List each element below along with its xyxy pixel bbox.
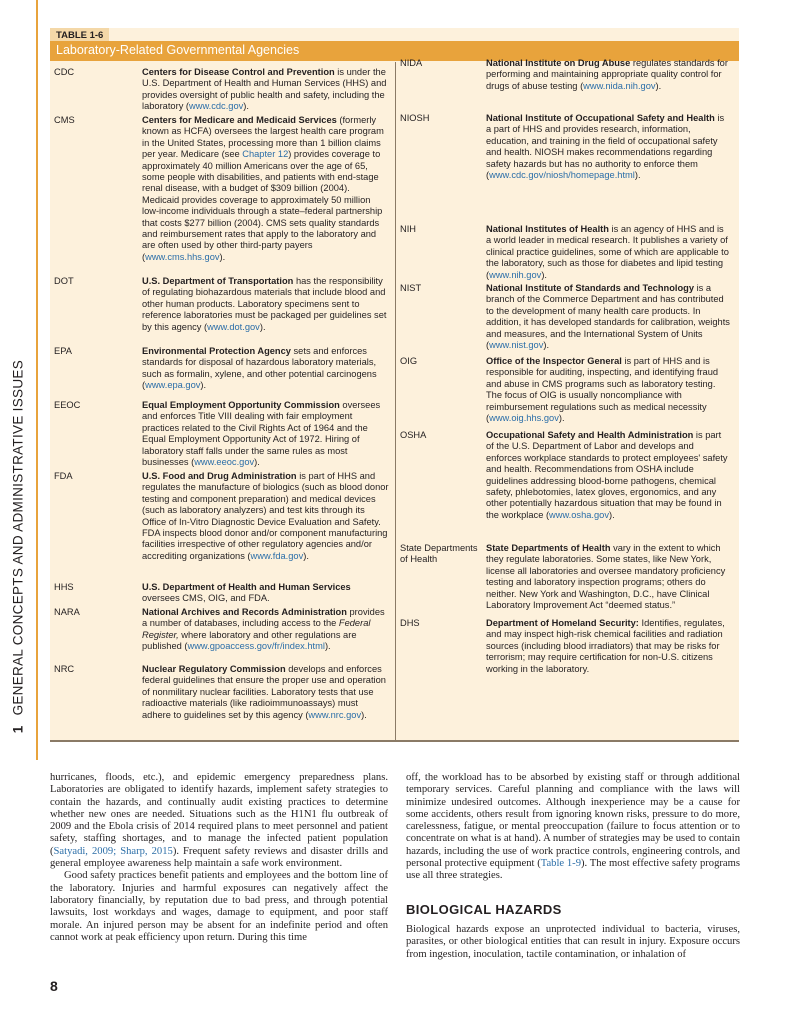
agency-text: (formerly known as HCFA) oversees the largest health care program in the United States, processing more than 1 billion claims per year. Medicare (see: [142, 115, 384, 160]
agency-text: is part of the U.S. Department of Labor and develops and enforces workplace standards to protect employees' safety and health. Recommendations from OSHA include guidelines addressing blood-borne pathogens, chemical safety, phlebotomies, latex gloves, ergonomics, and any other potentially hazardous situation that may be found in the workplace (: [486, 430, 728, 520]
agency-name: Centers for Disease Control and Prevention: [142, 67, 335, 77]
agency-text: regulates standards for performing and maintaining appropriate quality control for drugs of abuse testing (: [486, 58, 728, 91]
agency-text: ).: [243, 101, 249, 112]
agency-abbreviation: CDC: [54, 67, 75, 77]
agency-name: National Institutes of Health: [486, 224, 609, 234]
agency-abbreviation: NRC: [54, 664, 75, 674]
agency-name: Environmental Protection Agency: [142, 346, 291, 356]
agency-text: vary in the extent to which they regulate laboratories. Some states, like New York, license all laboratories and oversee mandatory proficiency testing and laboratory inspection programs; others do neither. New York and Washington, D.C., have Clinical Laboratory Improvement Act “deemed status.”: [486, 543, 726, 611]
agency-description: [486, 356, 731, 424]
agency-abbreviation: DOT: [54, 276, 74, 286]
column-divider: [395, 62, 396, 740]
agency-name: Occupational Safety and Health Administration: [486, 430, 694, 440]
agency-text: ) provides coverage to approximately 40 million Americans over the age of 65, some people with disabilities, and patients with end-stage renal disease, with a budget of $309 billion (2004). Medicaid provides coverage to approximately 50 million low-income individuals through a state–federal partnership that costs $277 billion (2004). CMS sets quality standards and reimbursement rates that apply to the laboratory and are often used by other third-party payers (: [142, 149, 383, 262]
agency-text: ).: [634, 170, 641, 181]
agency-abbreviation: State Departments of Health: [400, 543, 478, 565]
agency-text: provides a number of databases, including access to the: [142, 607, 385, 629]
paragraph: off, the workload has to be absorbed by existing staff or through additional temporary services. Careful planning and compliance with the laws will minimize undesired outcomes. Although inexperience may be a cause for some accidents, others result from ignoring known risks, pressure to do more, carelessness, fatigue, or mental preoccupation (failure to focus attention or to concentrate on what is at hand). A number of strategies may be used to contain hazards, including the use of work practice controls, engineering controls, and personal protective equipment (Table 1-9). The most effective safety programs use all three strategies.: [406, 772, 740, 882]
chapter-label: [4, 360, 34, 734]
agency-link[interactable]: www.fda.gov: [250, 550, 304, 561]
agency-text: Identifies, regulates, and may inspect high-risk chemical facilities and radiation sources (including blood irradiators) that may be risks for terrorism; may require certification for non-U.S. citizens working in the laboratory.: [486, 618, 725, 674]
agency-abbreviation: NARA: [54, 607, 80, 617]
agency-name: Department of Homeland Security:: [486, 618, 639, 628]
agency-link[interactable]: www.cdc.gov/niosh/homepage.html: [489, 170, 635, 181]
agency-description: [142, 400, 389, 468]
agency-name: National Institute on Drug Abuse: [486, 58, 631, 68]
citation-link[interactable]: Satyadi, 2009; Sharp, 2015: [53, 845, 173, 857]
agency-link[interactable]: www.osha.gov: [549, 509, 609, 520]
agency-text: oversees and enforces Title VIII dealing with fair employment practices related to the Civil Rights Act of 1964 and the Equal Employment Opportunity Act of 1972. Hiring of laboratory staff falls under the same rules as most businesses (: [142, 400, 381, 468]
agency-abbreviation: NIDA: [400, 58, 423, 68]
agency-text: ).: [303, 550, 309, 561]
agency-link[interactable]: www.nist.gov: [489, 340, 544, 351]
agency-text: ).: [543, 340, 550, 351]
agency-text: is a branch of the Commerce Department and has contributed to the development of many health care products. In addition, it has developed standards for calibration, weights and measures, and the International System of Units (: [486, 283, 730, 351]
agency-abbreviation: NIOSH: [400, 113, 430, 123]
agency-text: ).: [361, 709, 367, 720]
agency-text: has the responsibility of regulating biohazardous materials that include blood and other human products. Laboratory specimens sent to reference laboratories must be packaged per guidelines set by this agency (: [142, 276, 387, 332]
agency-abbreviation: NIH: [400, 224, 417, 234]
agency-link[interactable]: www.cdc.gov: [189, 101, 244, 112]
agency-description: [486, 283, 731, 351]
table-reference-link[interactable]: Table 1-9: [540, 858, 581, 870]
agency-description: [142, 276, 389, 333]
agency-text: is under the U.S. Department of Health and Human Services (HHS) and provides oversight of public health and safety, including the laboratory (: [142, 67, 387, 112]
agency-abbreviation: OSHA: [400, 430, 427, 440]
chapter-sidebar: [0, 0, 38, 760]
agency-link[interactable]: www.nih.gov: [489, 269, 542, 280]
agency-link[interactable]: www.dot.gov: [207, 321, 260, 332]
paragraph: hurricanes, floods, etc.), and epidemic emergency preparedness plans. Laboratories are obligated to identify hazards, implement safety strategies to contain the hazards, and continually audit existing practices to determine whether new ones are needed. Situations such as the H1N1 flu outbreak of 2009 and the Ebola crisis of 2014 required plans to meet personnel and patient safety, staffing shortages, and to manage the infected patient population (Satyadi, 2009; Sharp, 2015). Frequent safety reviews and disaster drills and general employee awareness help maintain a safe work environment.: [50, 772, 388, 870]
agency-text: ).: [655, 80, 662, 91]
sidebar-accent-bar: [36, 0, 38, 760]
agency-description: [142, 582, 389, 605]
page-number: 8: [50, 978, 58, 994]
agency-description: [486, 224, 731, 281]
agency-link[interactable]: www.eeoc.gov: [194, 457, 255, 468]
agency-description: [142, 664, 389, 721]
agency-text: is a part of HHS and provides research, information, education, and training in the field of occupational safety and health. NIOSH makes recommendations regarding safety hazards but has no authority to enforce them (: [486, 113, 725, 181]
agency-text: sets and enforces standards for disposal of hazardous laboratory materials, such as formalin, xylene, and other potential carcinogens (: [142, 346, 377, 391]
table-tag: TABLE 1-6: [50, 28, 109, 42]
agency-text: is an agency of HHS and is a world leader in medical research. It publishes a variety of clinical practice guidelines, some of which are applicable to the laboratory, such as those for diabetes and lipid testing (: [486, 224, 729, 280]
agency-link[interactable]: www.epa.gov: [145, 380, 201, 391]
agency-description: [142, 346, 389, 392]
agency-text: develops and enforces federal guidelines that ensure the proper use and operation of nonmilitary nuclear facilities. Laboratory tests that use radioactive materials (like radioimmunoassays) must adhere to guidelines set by this agency (: [142, 664, 386, 720]
agency-text: ).: [254, 457, 260, 468]
agency-link[interactable]: www.nida.nih.gov: [583, 80, 656, 91]
agencies-table: [50, 28, 739, 742]
agency-description: [486, 543, 731, 611]
agency-abbreviation: HHS: [54, 582, 74, 592]
agency-name: Equal Employment Opportunity Commission: [142, 400, 340, 410]
agency-abbreviation: EPA: [54, 346, 72, 356]
agency-link[interactable]: www.oig.hhs.gov: [489, 413, 559, 424]
agency-description: [142, 115, 389, 263]
agency-link[interactable]: www.nrc.gov: [308, 709, 362, 720]
agency-name: U.S. Department of Health and Human Services: [142, 582, 351, 592]
agency-text: ).: [200, 380, 207, 391]
paragraph: Biological hazards expose an unprotected individual to bacteria, viruses, parasites, or other biological entities that can result in injury. Exposure occurs from ingestion, inoculation, tactile contamination, or inhalation of: [406, 924, 740, 960]
agency-description: [486, 618, 731, 675]
agency-description: [486, 58, 731, 92]
section-heading: BIOLOGICAL HAZARDS: [406, 902, 562, 917]
agency-text: ).: [558, 413, 565, 424]
agency-abbreviation: NIST: [400, 283, 422, 293]
chapter-title: GENERAL CONCEPTS AND ADMINISTRATIVE ISSUES: [10, 360, 26, 716]
table-title: Laboratory-Related Governmental Agencies: [50, 41, 739, 61]
agency-text: ).: [324, 641, 331, 652]
agency-link[interactable]: Chapter 12: [242, 149, 289, 160]
body-column-left: [50, 772, 388, 944]
agency-text: ).: [219, 251, 226, 262]
body-column-right-continued: [406, 924, 740, 961]
agency-abbreviation: EEOC: [54, 400, 81, 410]
paragraph: Good safety practices benefit patients and employees and the bottom line of the laboratory. Injuries and harmful exposures can negatively affect the laboratory financially, by reputation due to bad press, and through potential lawsuits, lost workdays and wages, damage to equipment, and poor staff morale. An injured person may be absent for an indefinite period and often cannot work at peak efficiency upon return. During this time: [50, 870, 388, 943]
agency-text: oversees CMS, OIG, and FDA.: [142, 593, 270, 604]
agency-abbreviation: OIG: [400, 356, 418, 366]
agency-description: [142, 471, 389, 562]
agency-abbreviation: CMS: [54, 115, 75, 125]
agency-name: National Institute of Occupational Safety and Health: [486, 113, 715, 123]
agency-text: ).: [259, 321, 266, 332]
agency-text: ).: [609, 509, 615, 520]
agency-text: is part of HHS and is responsible for auditing, inspecting, and identifying fraud and abuse in CMS programs such as laboratory testing. The focus of OIG is usually noncompliance with reimbursement regulations such as medical necessity (: [486, 356, 719, 424]
agency-link[interactable]: www.gpoaccess.gov/fr/index.html: [187, 641, 325, 652]
agency-name: National Archives and Records Administration: [142, 607, 347, 617]
agency-text: is part of HHS and regulates the manufacture of biologics (such as blood donor testing and component preparation) and medical devices (such as laboratory analyzers) and test kits through its Office of In-Vitro Diagnostic Device Evaluation and Safety. FDA inspects blood donor and/or component manufacturing facilities irrespective of other regulatory agencies and/or accrediting organizations (: [142, 471, 389, 561]
agency-abbreviation: DHS: [400, 618, 420, 628]
agency-abbreviation: FDA: [54, 471, 73, 481]
agency-description: [142, 67, 389, 113]
agency-link[interactable]: www.cms.hhs.gov: [145, 251, 220, 262]
agency-name: National Institute of Standards and Technology: [486, 283, 694, 293]
agency-name: Office of the Inspector General: [486, 356, 622, 366]
agency-name: U.S. Department of Transportation: [142, 276, 294, 286]
agency-description: [486, 430, 731, 521]
agency-text: where laboratory and other regulations are published (: [142, 629, 357, 652]
agency-name: Nuclear Regulatory Commission: [142, 664, 286, 674]
publication-title: Federal Register,: [142, 618, 371, 640]
body-column-right: [406, 772, 740, 883]
chapter-number: 1: [10, 725, 26, 734]
agency-name: U.S. Food and Drug Administration: [142, 471, 297, 481]
agency-text: ).: [541, 269, 547, 280]
agency-name: Centers for Medicare and Medicaid Services: [142, 115, 337, 125]
agency-description: [486, 113, 731, 181]
agency-description: [142, 607, 389, 653]
agency-name: State Departments of Health: [486, 543, 611, 553]
